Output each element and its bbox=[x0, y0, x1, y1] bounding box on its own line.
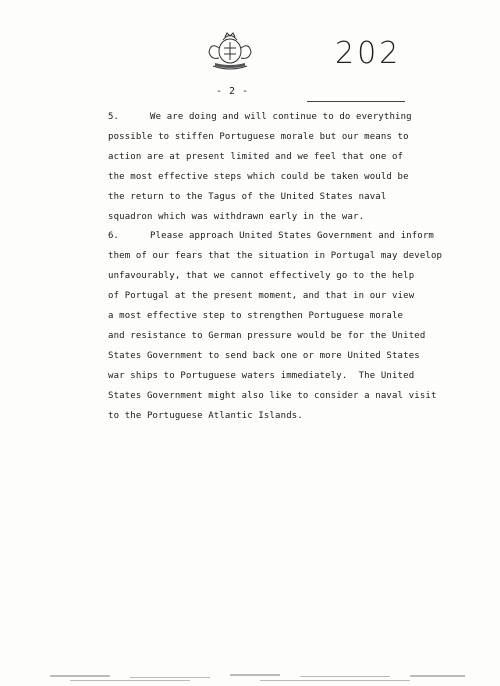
paragraph-line: of Portugal at the present moment, and that in our view bbox=[108, 291, 415, 301]
paragraph-line: possible to stiffen Portuguese morale but our means to bbox=[108, 132, 409, 142]
paragraph-line: the return to the Tagus of the United States naval bbox=[108, 192, 387, 202]
paragraph-line: the most effective steps which could be taken would be bbox=[108, 172, 409, 182]
paragraph-line: Please approach United States Government and inform bbox=[150, 231, 434, 241]
page-number: - 2 - bbox=[216, 86, 249, 97]
paragraph-line: war ships to Portuguese waters immediately. The United bbox=[108, 371, 415, 381]
paragraph-number: 6. bbox=[108, 231, 119, 241]
scan-edge-noise bbox=[40, 670, 480, 684]
paragraph-line: States Government to send back one or more United States bbox=[108, 351, 420, 361]
handwritten-page-number: 202 bbox=[335, 36, 402, 71]
paragraph-line: squadron which was withdrawn early in the war. bbox=[108, 212, 365, 222]
paragraph-line: them of our fears that the situation in Portugal may develop bbox=[108, 251, 443, 261]
royal-coat-of-arms-emblem bbox=[205, 28, 255, 72]
paragraph-line: unfavourably, that we cannot effectively go to the help bbox=[108, 271, 415, 281]
paragraph-line: States Government might also like to consider a naval visit bbox=[108, 391, 437, 401]
header-rule bbox=[307, 101, 405, 102]
paragraph-number: 5. bbox=[108, 112, 119, 122]
paragraph-line: We are doing and will continue to do everything bbox=[150, 112, 412, 122]
paragraph-line: and resistance to German pressure would be for the United bbox=[108, 331, 426, 341]
paragraph-line: to the Portuguese Atlantic Islands. bbox=[108, 411, 303, 421]
paragraph-line: action are at present limited and we feel that one of bbox=[108, 152, 404, 162]
paragraph-line: a most effective step to strengthen Portuguese morale bbox=[108, 311, 404, 321]
